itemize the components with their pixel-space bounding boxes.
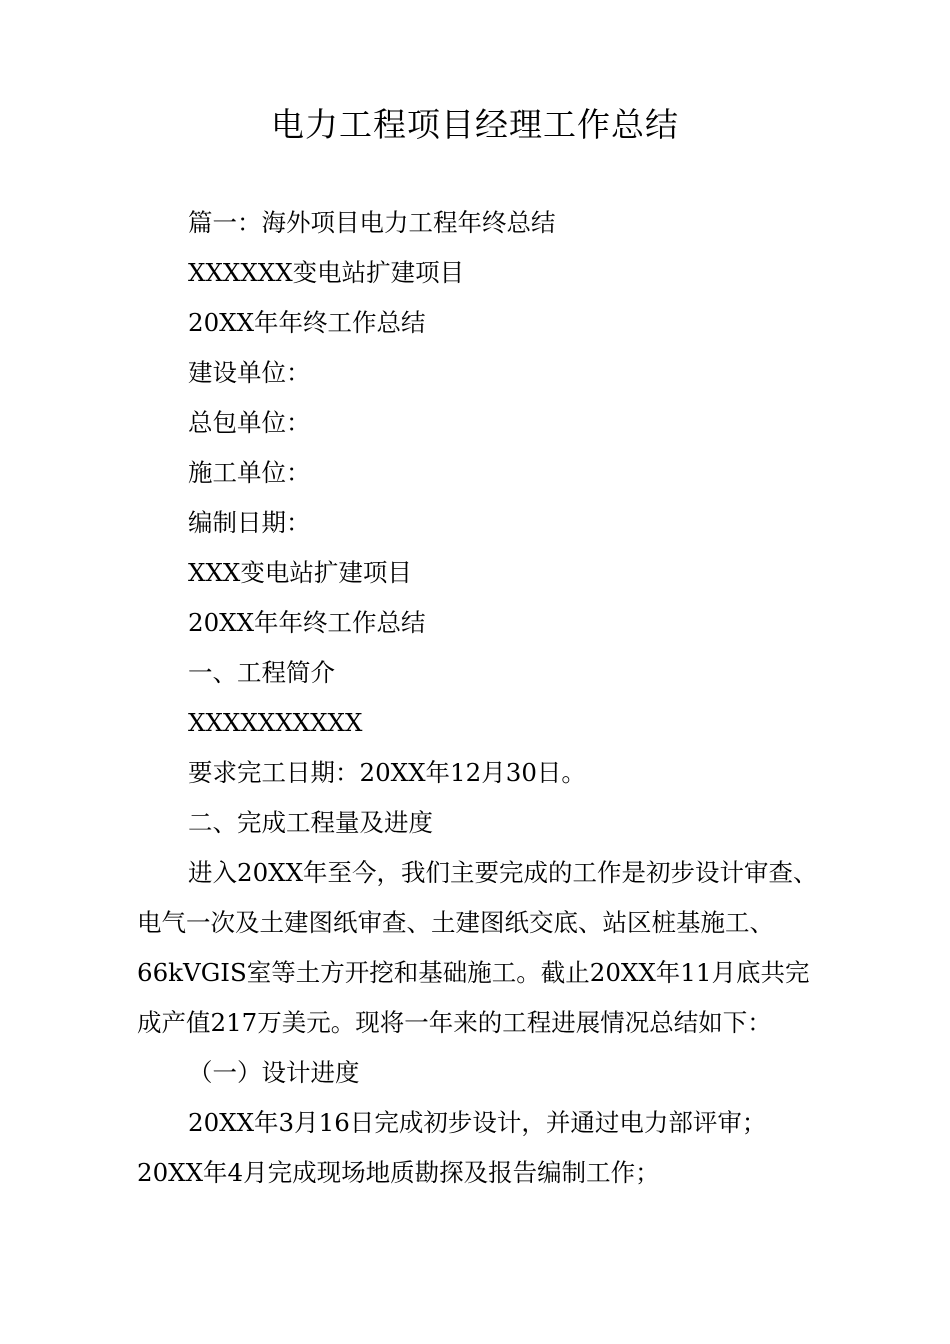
text-line: 要求完工日期：20XX年12月30日。: [188, 758, 586, 787]
paragraph-line: 电气一次及土建图纸审查、土建图纸交底、站区桩基施工、: [137, 908, 774, 937]
text-line: 总包单位：: [188, 408, 311, 437]
text-line: XXXXXXXXXX: [188, 708, 363, 737]
paragraph-line: 20XX年3月16日完成初步设计，并通过电力部评审；: [188, 1108, 767, 1137]
paragraph-line: 进入20XX年至今，我们主要完成的工作是初步设计审查、: [188, 858, 818, 887]
text-line: XXXXXX变电站扩建项目: [188, 258, 465, 287]
subsection-heading: （一）设计进度: [188, 1058, 360, 1087]
paragraph-line: 成产值217万美元。现将一年来的工程进展情况总结如下：: [137, 1008, 772, 1037]
text-line: XXX变电站扩建项目: [188, 558, 412, 587]
section-heading: 一、工程简介: [188, 658, 335, 687]
section-heading: 二、完成工程量及进度: [188, 808, 433, 837]
text-line: 施工单位：: [188, 458, 311, 487]
text-line: 建设单位：: [188, 358, 311, 387]
paragraph-line: 20XX年4月完成现场地质勘探及报告编制工作；: [137, 1158, 660, 1187]
text-line: 20XX年年终工作总结: [188, 608, 426, 637]
section-heading: 篇一：海外项目电力工程年终总结: [188, 208, 556, 237]
paragraph-line: 66kVGIS室等土方开挖和基础施工。截止20XX年11月底共完: [137, 958, 810, 987]
text-line: 编制日期：: [188, 508, 311, 537]
document-title: 电力工程项目经理工作总结: [271, 105, 679, 144]
text-line: 20XX年年终工作总结: [188, 308, 426, 337]
